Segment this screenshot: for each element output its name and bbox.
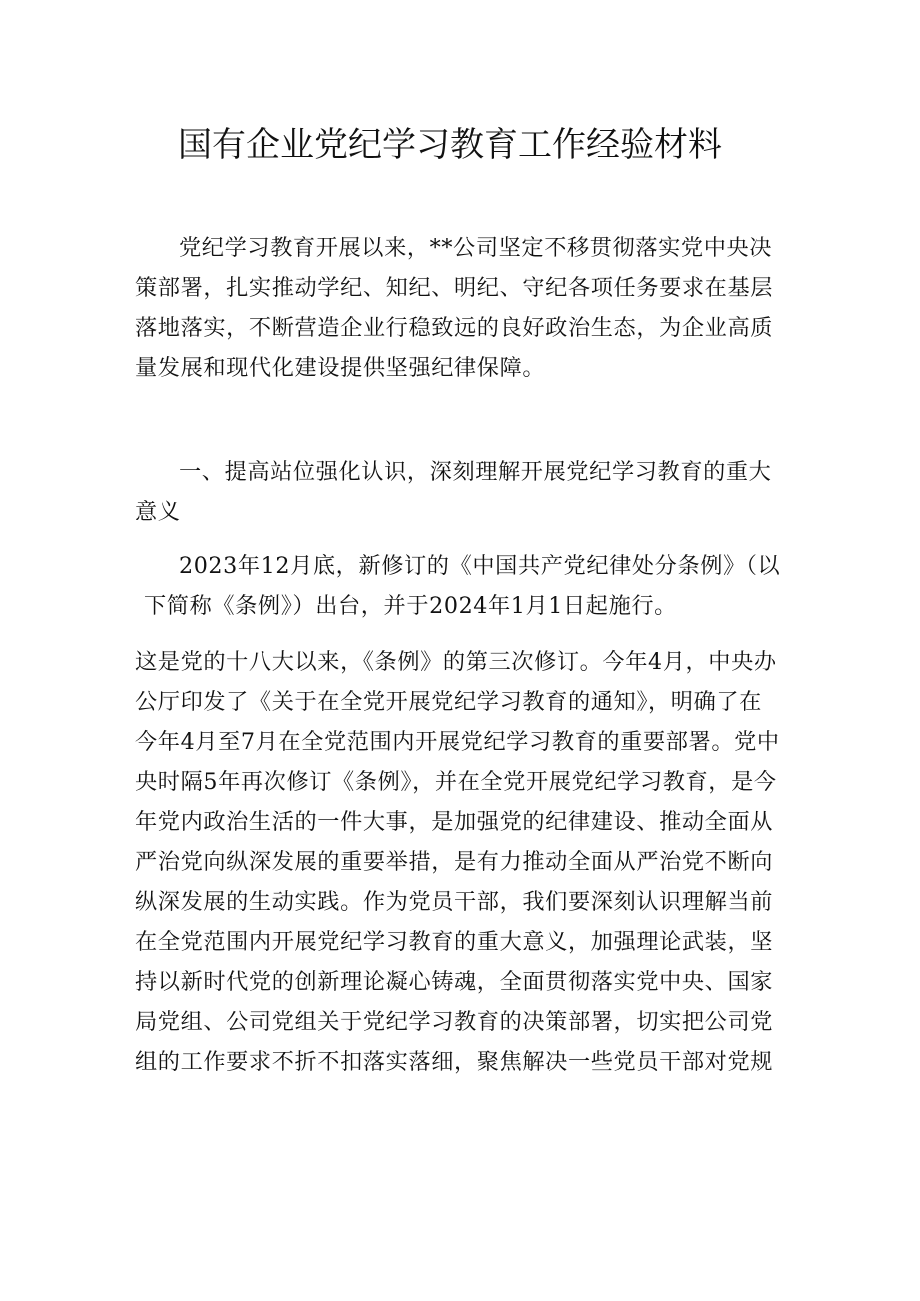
significance-line-10: 局党组、公司党组关于党纪学习教育的决策部署，切实把公司党 — [135, 1009, 774, 1035]
section-heading-line-2: 意义 — [135, 499, 181, 525]
significance-paragraph — [135, 642, 785, 1082]
regulation-line-1: 2023年12月底，新修订的《中国共产党纪律处分条例》（以 — [179, 553, 781, 579]
section-heading-1 — [135, 452, 785, 532]
intro-paragraph — [135, 228, 785, 388]
intro-line-4: 量发展和现代化建设提供坚强纪律保障。 — [135, 355, 546, 381]
significance-line-9: 持以新时代党的创新理论凝心铸魂，全面贯彻落实党中央、国家 — [135, 969, 774, 995]
significance-line-4: 央时隔5年再次修订《条例》，并在全党开展党纪学习教育，是今 — [135, 769, 777, 795]
section-heading-line-1: 一、提高站位强化认识，深刻理解开展党纪学习教育的重大 — [179, 459, 772, 485]
significance-line-11: 组的工作要求不折不扣落实落细，聚焦解决一些党员干部对党规 — [135, 1049, 774, 1075]
significance-line-2: 公厅印发了《关于在全党开展党纪学习教育的通知》，明确了在 — [135, 689, 762, 715]
regulation-line-2: 下简称《条例》）出台，并于2024年1月1日起施行。 — [144, 593, 677, 619]
significance-line-7: 纵深发展的生动实践。作为党员干部，我们要深刻认识理解当前 — [135, 889, 774, 915]
document-title: 国有企业党纪学习教育工作经验材料 — [178, 125, 722, 165]
intro-line-1: 党纪学习教育开展以来，**公司坚定不移贯彻落实党中央决 — [179, 235, 773, 261]
significance-line-6: 严治党向纵深发展的重要举措，是有力推动全面从严治党不断向 — [135, 849, 774, 875]
significance-line-5: 年党内政治生活的一件大事，是加强党的纪律建设、推动全面从 — [135, 809, 774, 835]
intro-line-3: 落地落实，不断营造企业行稳致远的良好政治生态，为企业高质 — [135, 315, 774, 341]
intro-line-2: 策部署，扎实推动学纪、知纪、明纪、守纪各项任务要求在基层 — [135, 275, 774, 301]
significance-line-3: 今年4月至7月在全党范围内开展党纪学习教育的重要部署。党中 — [135, 729, 780, 755]
significance-line-8: 在全党范围内开展党纪学习教育的重大意义，加强理论武装，坚 — [135, 929, 774, 955]
significance-line-1: 这是党的十八大以来，《条例》的第三次修订。今年4月，中央办 — [135, 649, 777, 675]
regulation-paragraph — [135, 546, 785, 626]
